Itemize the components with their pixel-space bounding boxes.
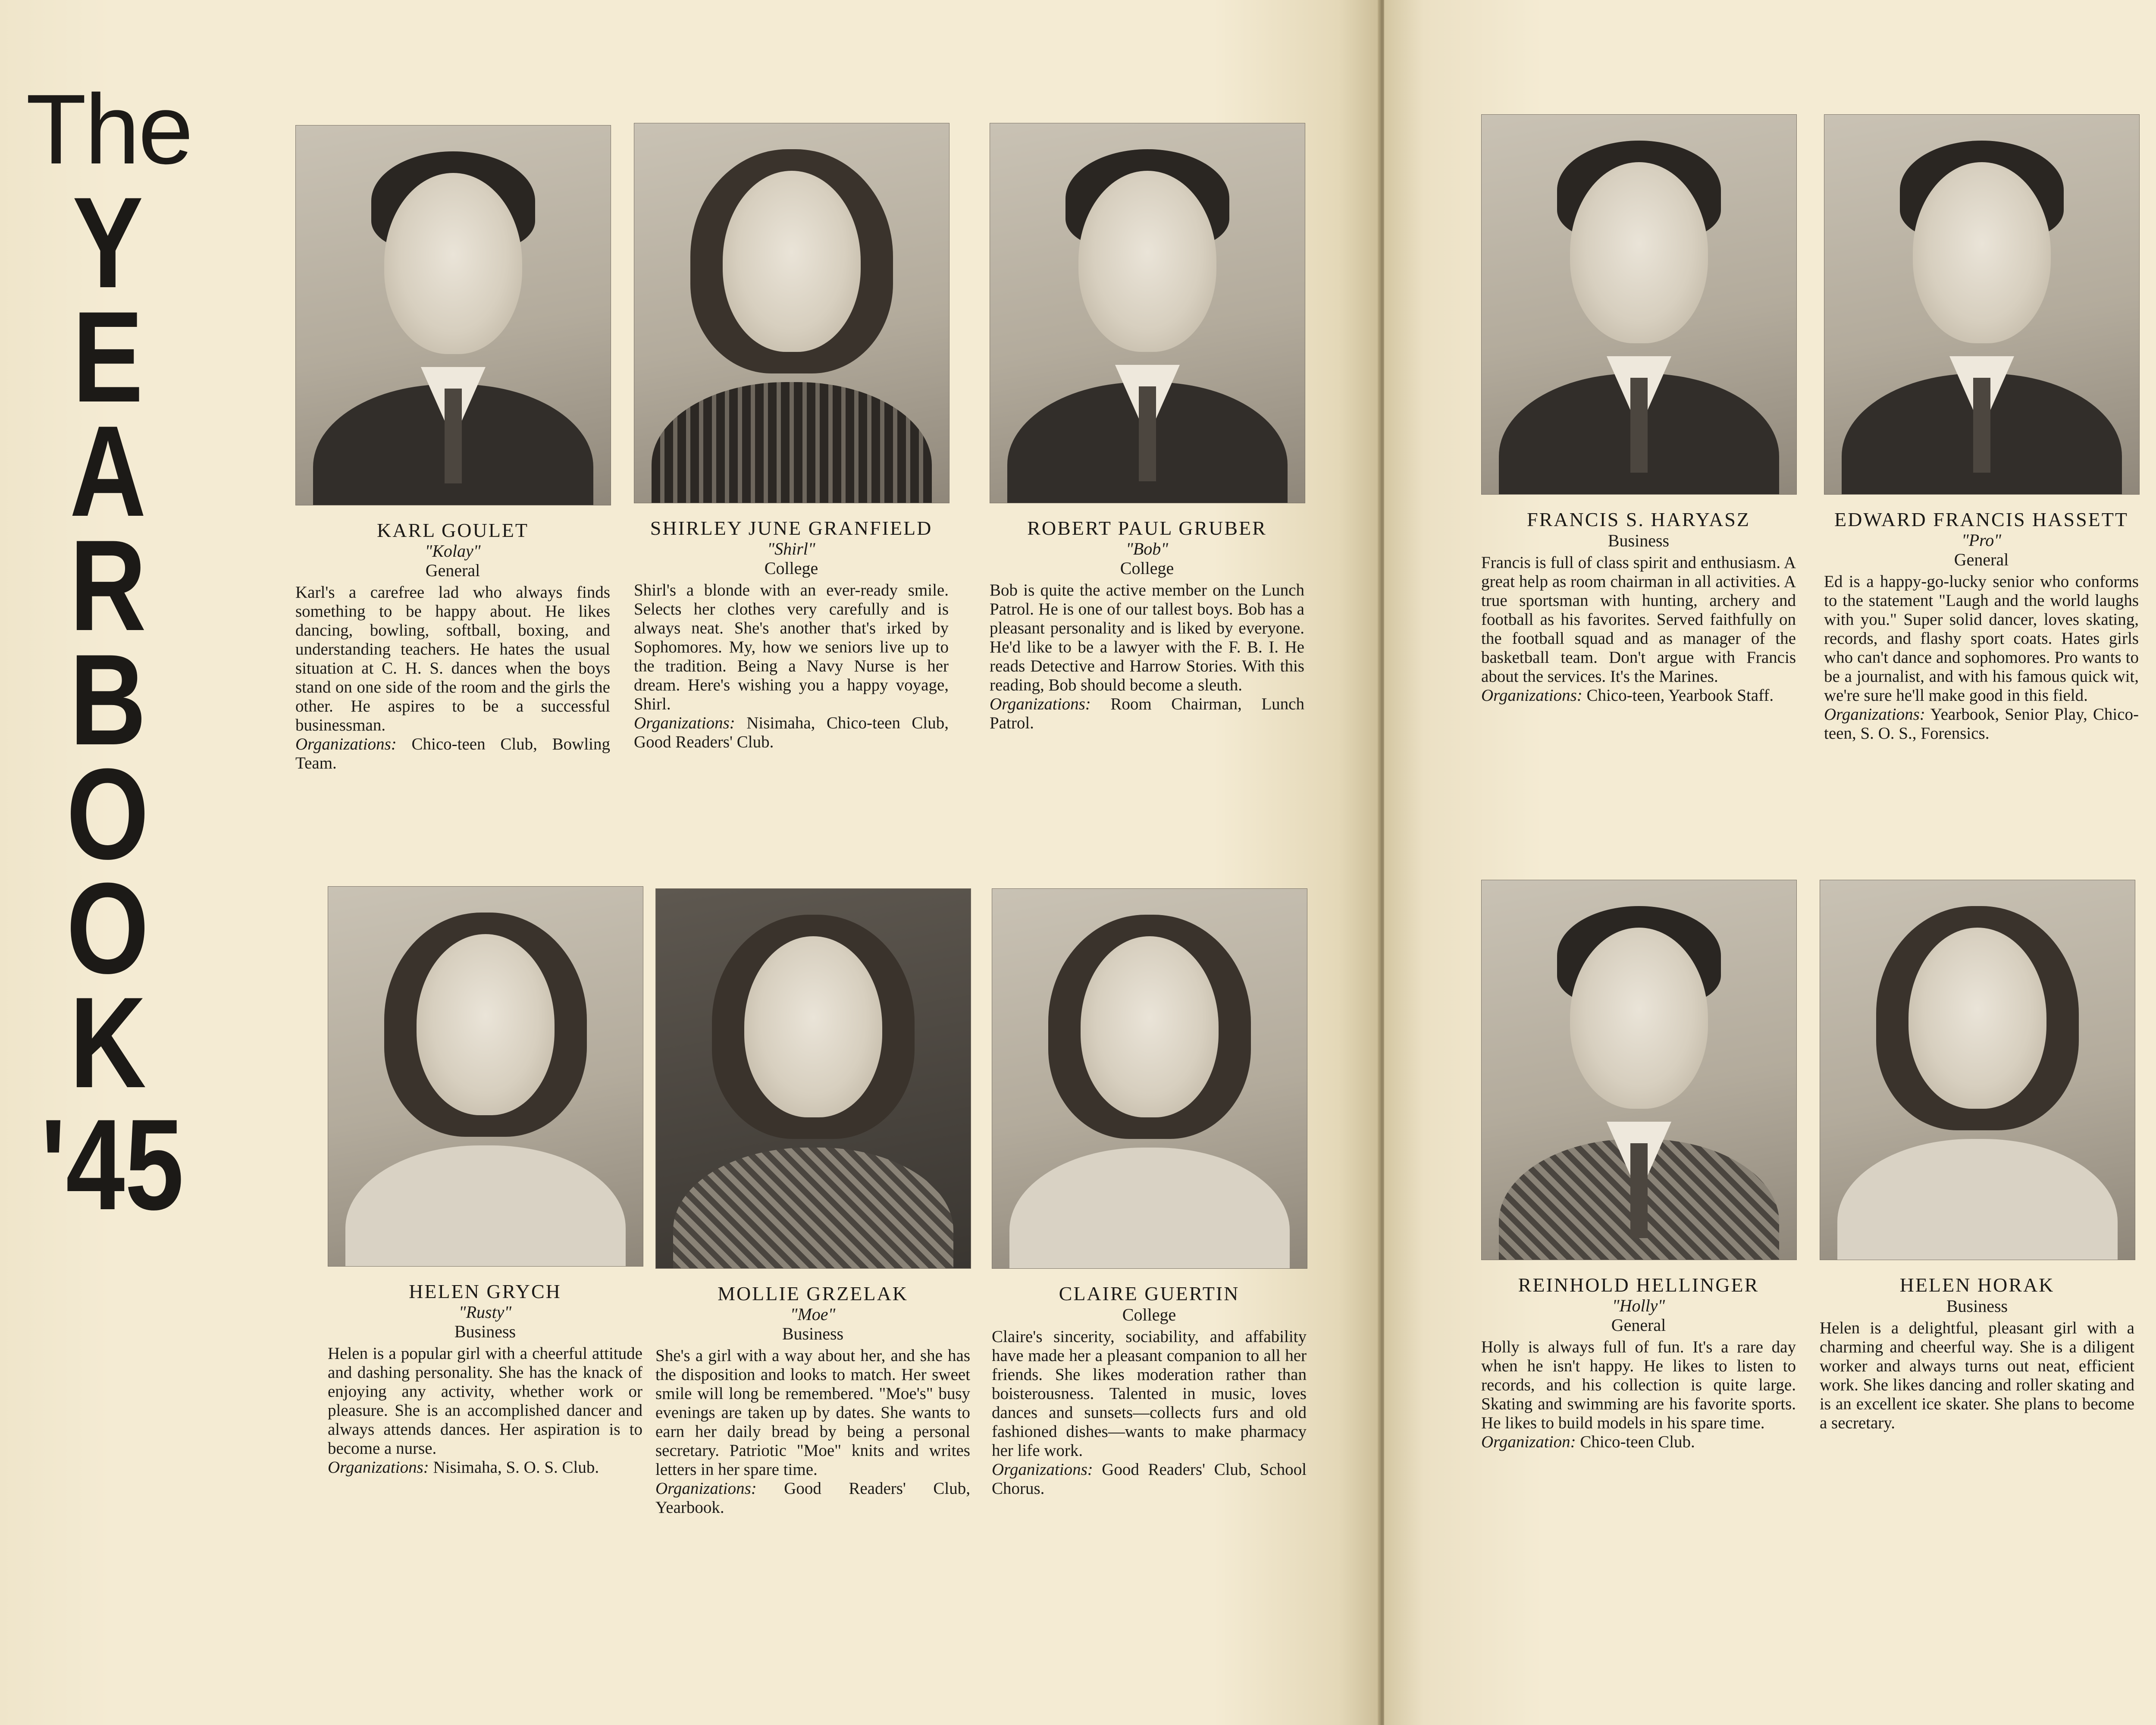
student-organizations bbox=[1824, 705, 2139, 743]
organizations-label: Organizations: bbox=[655, 1479, 757, 1498]
student-course: Business bbox=[1608, 531, 1670, 550]
student-card bbox=[1824, 114, 2139, 743]
student-nickname: "Shirl" bbox=[767, 539, 815, 558]
title-year: '45 bbox=[41, 1092, 184, 1237]
title-the: The bbox=[26, 74, 192, 185]
student-blurb: Francis is full of class spirit and enthusiasm. A great help as room chairman in all activities. A true sportsman with hunting, archery and football as his favorites. Served faithfully on the football squad and as manager of the basketball team. Don't argue with Francis about the services. It's the Marines. bbox=[1481, 553, 1796, 686]
student-portrait bbox=[655, 888, 971, 1269]
student-blurb: Ed is a happy-go-lucky senior who conforms to the statement "Laugh and the world laughs with you." Super solid dancer, loves skating, records, and flashy sport coats. Hates girls who can't dance and sophomores. Pro wants to be a journalist, and with his famous quick wit, we're sure he'll make good in this field. bbox=[1824, 572, 2139, 705]
organizations-label: Organization: bbox=[1481, 1433, 1576, 1451]
title-letter: A bbox=[69, 398, 146, 543]
student-name: CLAIRE GUERTIN bbox=[1059, 1283, 1240, 1305]
student-organizations bbox=[1481, 686, 1796, 705]
student-name: REINHOLD HELLINGER bbox=[1518, 1274, 1759, 1296]
student-portrait bbox=[295, 125, 611, 505]
title-yearbook-letters bbox=[26, 170, 190, 1115]
organizations-list: Chico-teen Club. bbox=[1580, 1433, 1695, 1451]
student-portrait bbox=[1824, 114, 2140, 495]
student-organizations bbox=[655, 1479, 970, 1517]
student-card bbox=[328, 886, 642, 1477]
student-portrait bbox=[1481, 114, 1797, 495]
student-card bbox=[634, 123, 949, 752]
student-card bbox=[295, 125, 610, 773]
student-nickname: "Moe" bbox=[790, 1305, 836, 1324]
student-organizations bbox=[992, 1460, 1307, 1498]
student-nickname: "Rusty" bbox=[458, 1302, 512, 1322]
title-letter: O bbox=[66, 856, 149, 1000]
student-portrait bbox=[1820, 880, 2135, 1260]
student-organizations bbox=[990, 695, 1304, 733]
student-course: College bbox=[1120, 558, 1174, 578]
organizations-list: Chico-teen Club, Bowling Team. bbox=[295, 735, 610, 772]
student-course: College bbox=[764, 558, 818, 578]
organizations-list: Yearbook, Senior Play, Chico-teen, S. O. S., Forensics. bbox=[1824, 705, 2139, 743]
student-course: College bbox=[1122, 1305, 1176, 1324]
organizations-label: Organizations: bbox=[990, 695, 1091, 713]
student-blurb: Helen is a delightful, pleasant girl with a charming and cheerful way. She is a diligent worker and always turns out neat, efficient work. She likes dancing and roller skating and is an excellent ice skater. She plans to become a secretary. bbox=[1820, 1319, 2134, 1432]
organizations-label: Organizations: bbox=[1824, 705, 1925, 724]
title-letter: O bbox=[66, 741, 149, 886]
organizations-label: Organizations: bbox=[634, 714, 735, 732]
organizations-label: Organizations: bbox=[295, 735, 397, 753]
student-course: Business bbox=[1946, 1296, 2008, 1316]
student-blurb: Shirl's a blonde with an ever-ready smile. Selects her clothes very carefully and is always neat. She's another that's irked by Sophomores. My, how we seniors live up to the tradition. Being a Navy Nurse is her dream. Here's wishing you a happy voyage, Shirl. bbox=[634, 581, 949, 713]
left-vertical-title bbox=[26, 73, 192, 1237]
student-name: SHIRLEY JUNE GRANFIELD bbox=[650, 517, 933, 539]
title-letter: B bbox=[69, 627, 146, 772]
title-letter: R bbox=[69, 513, 146, 658]
student-blurb: Helen is a popular girl with a cheerful attitude and dashing personality. She has the knack of enjoying any activity, whether work or pleasure. She is an accomplished dancer and always attends dances. Her aspiration is to become a nurse. bbox=[328, 1344, 642, 1458]
student-name: FRANCIS S. HARYASZ bbox=[1527, 508, 1750, 530]
student-portrait bbox=[634, 123, 950, 503]
title-letter: K bbox=[69, 970, 146, 1115]
title-letter: Y bbox=[72, 170, 144, 315]
student-blurb: She's a girl with a way about her, and she has the disposition and looks to match. Her sweet smile will long be remembered. "Moe's" busy evenings are taken up by dates. She wants to earn her daily bread by being a personal secretary. Patriotic "Moe" knits and writes letters in her spare time. bbox=[655, 1346, 970, 1479]
student-name: EDWARD FRANCIS HASSETT bbox=[1834, 508, 2128, 530]
student-nickname: "Bob" bbox=[1125, 539, 1169, 558]
student-course: General bbox=[1611, 1315, 1666, 1335]
student-organizations bbox=[295, 735, 610, 773]
student-portrait bbox=[328, 886, 643, 1267]
student-portrait bbox=[992, 888, 1307, 1269]
student-blurb: Claire's sincerity, sociability, and affability have made her a pleasant companion to all her friends. She likes moderation rather than boisterousness. Talented in music, loves dances and sunsets—collects furs and old fashioned dishes—wants to make pharmacy her life work. bbox=[992, 1327, 1307, 1460]
student-organizations bbox=[1481, 1433, 1796, 1452]
right-page bbox=[1384, 0, 2156, 1725]
organizations-list: Room Chairman, Lunch Patrol. bbox=[990, 695, 1304, 732]
student-name: ROBERT PAUL GRUBER bbox=[1027, 517, 1267, 539]
organizations-label: Organizations: bbox=[328, 1458, 429, 1477]
student-nickname: "Holly" bbox=[1612, 1296, 1665, 1315]
student-name: KARL GOULET bbox=[377, 519, 529, 541]
student-organizations bbox=[634, 714, 949, 752]
organizations-list: Nisimaha, Chico-teen Club, Good Readers' Club. bbox=[634, 714, 949, 751]
student-course: Business bbox=[782, 1324, 844, 1343]
organizations-list: Good Readers' Club, School Chorus. bbox=[992, 1460, 1307, 1498]
student-name: HELEN GRYCH bbox=[409, 1280, 561, 1302]
student-card bbox=[1481, 880, 1796, 1452]
student-portrait bbox=[990, 123, 1305, 503]
student-card bbox=[1820, 880, 2134, 1433]
student-portrait bbox=[1481, 880, 1797, 1260]
student-course: General bbox=[1954, 550, 2009, 569]
student-nickname: "Pro" bbox=[1961, 530, 2002, 550]
student-card bbox=[992, 888, 1307, 1498]
student-card bbox=[990, 123, 1304, 733]
student-course: Business bbox=[454, 1322, 516, 1341]
student-name: HELEN HORAK bbox=[1899, 1274, 2055, 1296]
student-nickname: "Kolay" bbox=[425, 541, 481, 561]
student-blurb: Karl's a carefree lad who always finds something to be happy about. He likes dancing, bowling, softball, boxing, and understanding teachers. He hates the usual situation at C. H. S. dances when the boys stand on one side of the room and the girls the other. He aspires to be a successful businessman. bbox=[295, 583, 610, 734]
student-course: General bbox=[425, 561, 480, 580]
title-letter: E bbox=[72, 284, 144, 429]
student-name: MOLLIE GRZELAK bbox=[718, 1283, 908, 1305]
student-organizations bbox=[328, 1458, 642, 1477]
organizations-list: Chico-teen, Yearbook Staff. bbox=[1586, 686, 1774, 705]
student-card bbox=[1481, 114, 1796, 705]
organizations-label: Organizations: bbox=[992, 1460, 1093, 1479]
organizations-list: Good Readers' Club, Yearbook. bbox=[655, 1479, 970, 1517]
organizations-list: Nisimaha, S. O. S. Club. bbox=[433, 1458, 599, 1477]
organizations-label: Organizations: bbox=[1481, 686, 1583, 705]
student-blurb: Holly is always full of fun. It's a rare day when he isn't happy. He likes to listen to records, and his collection is quite large. Skating and swimming are his favorite sports. He likes to build models in his spare time. bbox=[1481, 1338, 1796, 1432]
student-card bbox=[655, 888, 970, 1517]
student-blurb: Bob is quite the active member on the Lunch Patrol. He is one of our tallest boys. Bob has a pleasant personality and is liked by everyone. He'd like to be a lawyer with the F. B. I. He reads Detective and Harrow Stories. With this reading, Bob should become a sleuth. bbox=[990, 581, 1304, 694]
